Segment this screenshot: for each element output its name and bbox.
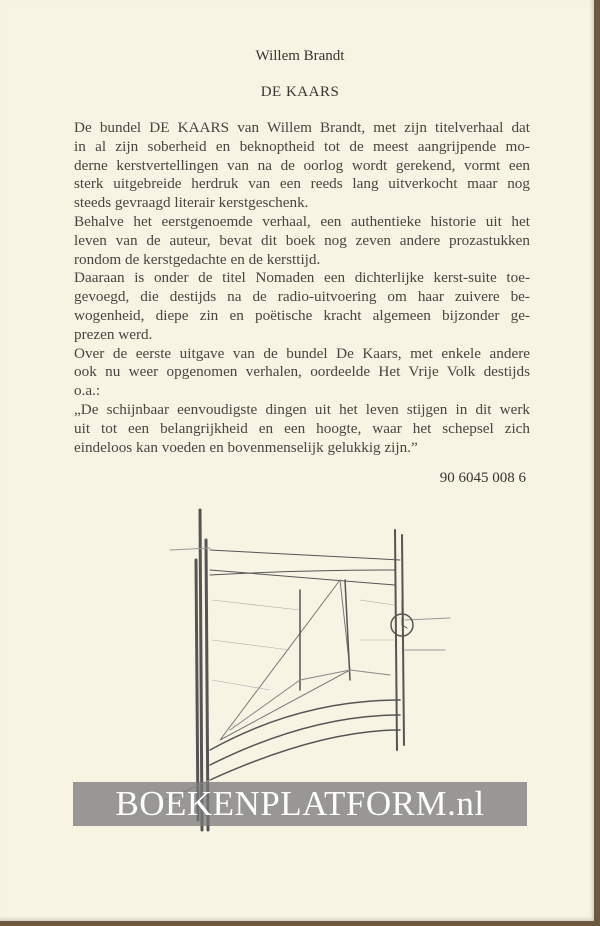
blurb-line: steeds gevraagd literair kerstgeschenk.	[74, 194, 309, 212]
watermark: BOEKENPLATFORM.nl	[73, 782, 527, 826]
blurb-line: prezen werd.	[74, 325, 153, 343]
blurb-line: Behalve het eerstgenoemde verhaal, een authentieke historie uit het	[74, 212, 530, 230]
isbn: 90 6045 008 6	[439, 470, 526, 486]
blurb-line: leven van de auteur, bevat dit boek nog zeven andere prozastukken	[74, 231, 530, 249]
blurb-line: Daaraan is onder de titel Nomaden een dichterlijke kerst-suite toe-	[74, 269, 530, 287]
blurb-line: derne kerstvertellingen van na de oorlog wordt gerekend, vormt een	[74, 156, 530, 174]
blurb-line: ook nu weer opgenomen verhalen, oordeelde Het Vrije Volk destijds	[74, 363, 530, 381]
blurb-line: sterk uitgebreide herdruk van een reeds lang uitverkocht maar nog	[74, 175, 530, 193]
blurb-line: „De schijnbaar eenvoudigste dingen uit het leven stijgen in dit werk	[74, 400, 530, 418]
blurb-line: wogenheid, diepe zin en poëtische kracht algemeen bijzonder ge-	[74, 306, 530, 324]
blurb-line: eindeloos kan voeden en bovenmenselijk gelukkig zijn.”	[74, 438, 418, 456]
blurb-line: o.a.:	[74, 382, 101, 400]
author-name: Willem Brandt	[255, 48, 345, 64]
blurb-line: in al zijn soberheid en beknoptheid tot de meest aangrijpende mo-	[74, 137, 530, 155]
blurb-line: De bundel DE KAARS van Willem Brandt, met zijn titelverhaal dat	[74, 119, 530, 136]
blurb-line: gevoegd, die destijds na de radio-uitvoering om haar zuivere be-	[74, 288, 530, 306]
blurb-line: rondom de kerstgedachte en de kersttijd.	[74, 250, 321, 268]
blurb-text	[74, 119, 530, 457]
book-title: DE KAARS	[260, 84, 340, 100]
blurb-line: Over de eerste uitgave van de bundel De Kaars, met enkele andere	[74, 344, 530, 362]
blurb-line: uit tot een belangrijkheid en een hoogte, waar het schepsel zich	[74, 419, 530, 437]
